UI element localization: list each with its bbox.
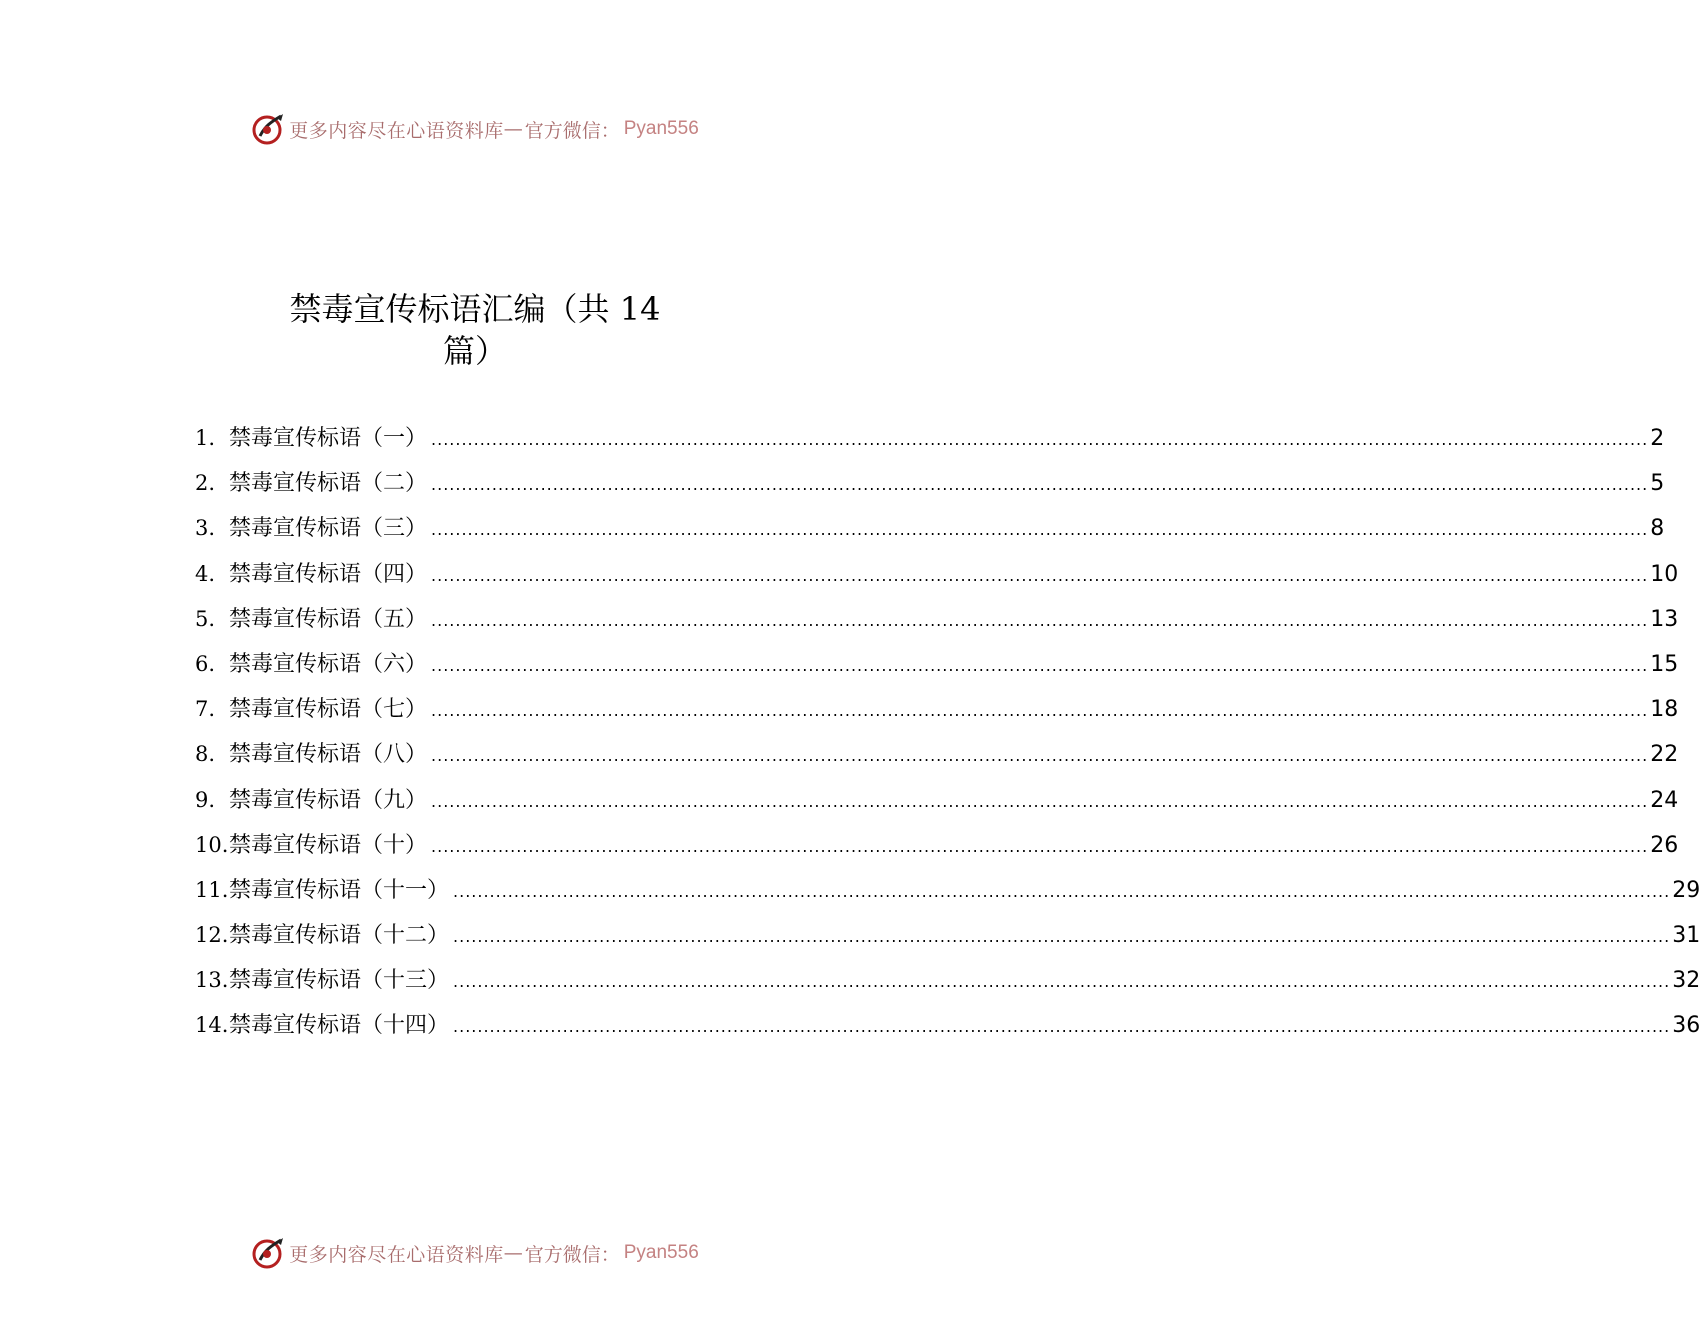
toc-leader-dots: ........................................................................................................................................................................................................ bbox=[431, 655, 1649, 675]
toc-entry-page: 32 bbox=[1672, 968, 1700, 994]
banner-text: 更多内容尽在心语资料库 bbox=[289, 119, 504, 142]
toc-entry-label[interactable]: 禁毒宣传标语（十二） bbox=[229, 923, 450, 949]
toc-entry-page: 2 bbox=[1650, 426, 1665, 451]
toc-entry-page: 36 bbox=[1672, 1013, 1700, 1039]
table-of-contents bbox=[195, 421, 1700, 1054]
toc-entry-page: 15 bbox=[1650, 651, 1679, 677]
logo-icon bbox=[251, 1236, 285, 1270]
toc-entry-number: 2. bbox=[195, 471, 216, 496]
banner-separator: — bbox=[503, 1242, 523, 1264]
toc-entry-number: 11. bbox=[195, 877, 229, 902]
toc-entry-label[interactable]: 禁毒宣传标语（一） bbox=[229, 426, 428, 451]
toc-entry-number: 9. bbox=[195, 787, 216, 812]
toc-entry[interactable] bbox=[195, 1008, 1700, 1053]
toc-leader-dots: ........................................................................................................................................................................................................ bbox=[431, 836, 1649, 856]
logo-icon bbox=[251, 112, 285, 146]
toc-entry-label[interactable]: 禁毒宣传标语（三） bbox=[229, 516, 428, 542]
toc-entry-page: 22 bbox=[1650, 742, 1679, 768]
toc-entry[interactable] bbox=[195, 466, 1665, 511]
toc-entry-number: 8. bbox=[195, 742, 216, 767]
toc-entry[interactable] bbox=[195, 737, 1679, 782]
banner-separator: — bbox=[503, 118, 523, 140]
title-line-1: 禁毒宣传标语汇编（共 14 bbox=[289, 290, 661, 328]
banner-wechat-label: 官方微信： bbox=[524, 119, 620, 142]
toc-entry-label[interactable]: 禁毒宣传标语（六） bbox=[229, 651, 428, 677]
toc-entry-label[interactable]: 禁毒宣传标语（十） bbox=[229, 832, 428, 858]
toc-entry[interactable] bbox=[195, 557, 1679, 602]
toc-entry[interactable] bbox=[195, 873, 1700, 918]
banner-wechat-id: Pyan556 bbox=[623, 118, 699, 139]
toc-entry-number: 12. bbox=[195, 923, 229, 948]
toc-entry-label[interactable]: 禁毒宣传标语（十四） bbox=[229, 1013, 450, 1039]
toc-leader-dots: ........................................................................................................................................................................................................ bbox=[453, 1017, 1671, 1037]
toc-entry-label[interactable]: 禁毒宣传标语（七） bbox=[229, 697, 428, 723]
toc-leader-dots: ........................................................................................................................................................................................................ bbox=[431, 610, 1649, 630]
toc-entry-label[interactable]: 禁毒宣传标语（九） bbox=[229, 787, 428, 813]
document-title bbox=[0, 288, 950, 372]
toc-entry-page: 5 bbox=[1650, 471, 1665, 497]
toc-entry-page: 26 bbox=[1650, 832, 1679, 858]
banner-text: 更多内容尽在心语资料库 bbox=[289, 1243, 504, 1266]
toc-leader-dots: ........................................................................................................................................................................................................ bbox=[431, 475, 1649, 495]
toc-entry-page: 31 bbox=[1672, 923, 1700, 949]
toc-leader-dots: ........................................................................................................................................................................................................ bbox=[431, 791, 1649, 811]
toc-entry-label[interactable]: 禁毒宣传标语（十一） bbox=[229, 877, 450, 903]
toc-entry-label[interactable]: 禁毒宣传标语（二） bbox=[229, 471, 428, 497]
banner-wechat-label: 官方微信： bbox=[524, 1243, 620, 1266]
toc-entry[interactable] bbox=[195, 828, 1679, 873]
toc-entry-number: 3. bbox=[195, 516, 216, 541]
banner-wechat-id: Pyan556 bbox=[623, 1242, 699, 1263]
toc-entry-label[interactable]: 禁毒宣传标语（四） bbox=[229, 561, 428, 587]
toc-entry[interactable] bbox=[195, 918, 1700, 963]
toc-entry-page: 24 bbox=[1650, 787, 1679, 813]
toc-entry-page: 18 bbox=[1650, 697, 1679, 723]
toc-leader-dots: ........................................................................................................................................................................................................ bbox=[431, 565, 1649, 585]
toc-leader-dots: ........................................................................................................................................................................................................ bbox=[431, 430, 1649, 449]
footer-banner bbox=[0, 1233, 950, 1273]
toc-entry-page: 10 bbox=[1650, 561, 1679, 587]
toc-entry-page: 29 bbox=[1672, 877, 1700, 903]
toc-entry-number: 7. bbox=[195, 697, 216, 722]
toc-leader-dots: ........................................................................................................................................................................................................ bbox=[431, 520, 1649, 540]
toc-entry[interactable] bbox=[195, 421, 1665, 466]
toc-entry-number: 14. bbox=[195, 1013, 229, 1038]
toc-entry-number: 6. bbox=[195, 651, 216, 676]
title-line-2: 篇） bbox=[442, 332, 507, 370]
header-banner bbox=[0, 109, 950, 149]
toc-entry-number: 13. bbox=[195, 968, 229, 993]
toc-entry-page: 13 bbox=[1650, 606, 1679, 632]
toc-entry-page: 8 bbox=[1650, 516, 1665, 542]
toc-entry-number: 10. bbox=[195, 832, 229, 857]
toc-entry[interactable] bbox=[195, 692, 1679, 737]
toc-leader-dots: ........................................................................................................................................................................................................ bbox=[431, 746, 1649, 766]
toc-leader-dots: ........................................................................................................................................................................................................ bbox=[453, 972, 1671, 992]
toc-entry-label[interactable]: 禁毒宣传标语（八） bbox=[229, 742, 428, 768]
toc-entry[interactable] bbox=[195, 511, 1665, 556]
toc-entry[interactable] bbox=[195, 647, 1679, 692]
toc-entry[interactable] bbox=[195, 963, 1700, 1008]
toc-leader-dots: ........................................................................................................................................................................................................ bbox=[453, 927, 1671, 947]
toc-entry-number: 1. bbox=[195, 426, 216, 450]
toc-entry-label[interactable]: 禁毒宣传标语（十三） bbox=[229, 968, 450, 994]
toc-entry-number: 4. bbox=[195, 561, 216, 586]
toc-entry[interactable] bbox=[195, 783, 1679, 828]
toc-entry[interactable] bbox=[195, 602, 1679, 647]
toc-entry-number: 5. bbox=[195, 606, 216, 631]
toc-leader-dots: ........................................................................................................................................................................................................ bbox=[431, 701, 1649, 721]
toc-entry-label[interactable]: 禁毒宣传标语（五） bbox=[229, 606, 428, 632]
toc-leader-dots: ........................................................................................................................................................................................................ bbox=[453, 881, 1671, 901]
